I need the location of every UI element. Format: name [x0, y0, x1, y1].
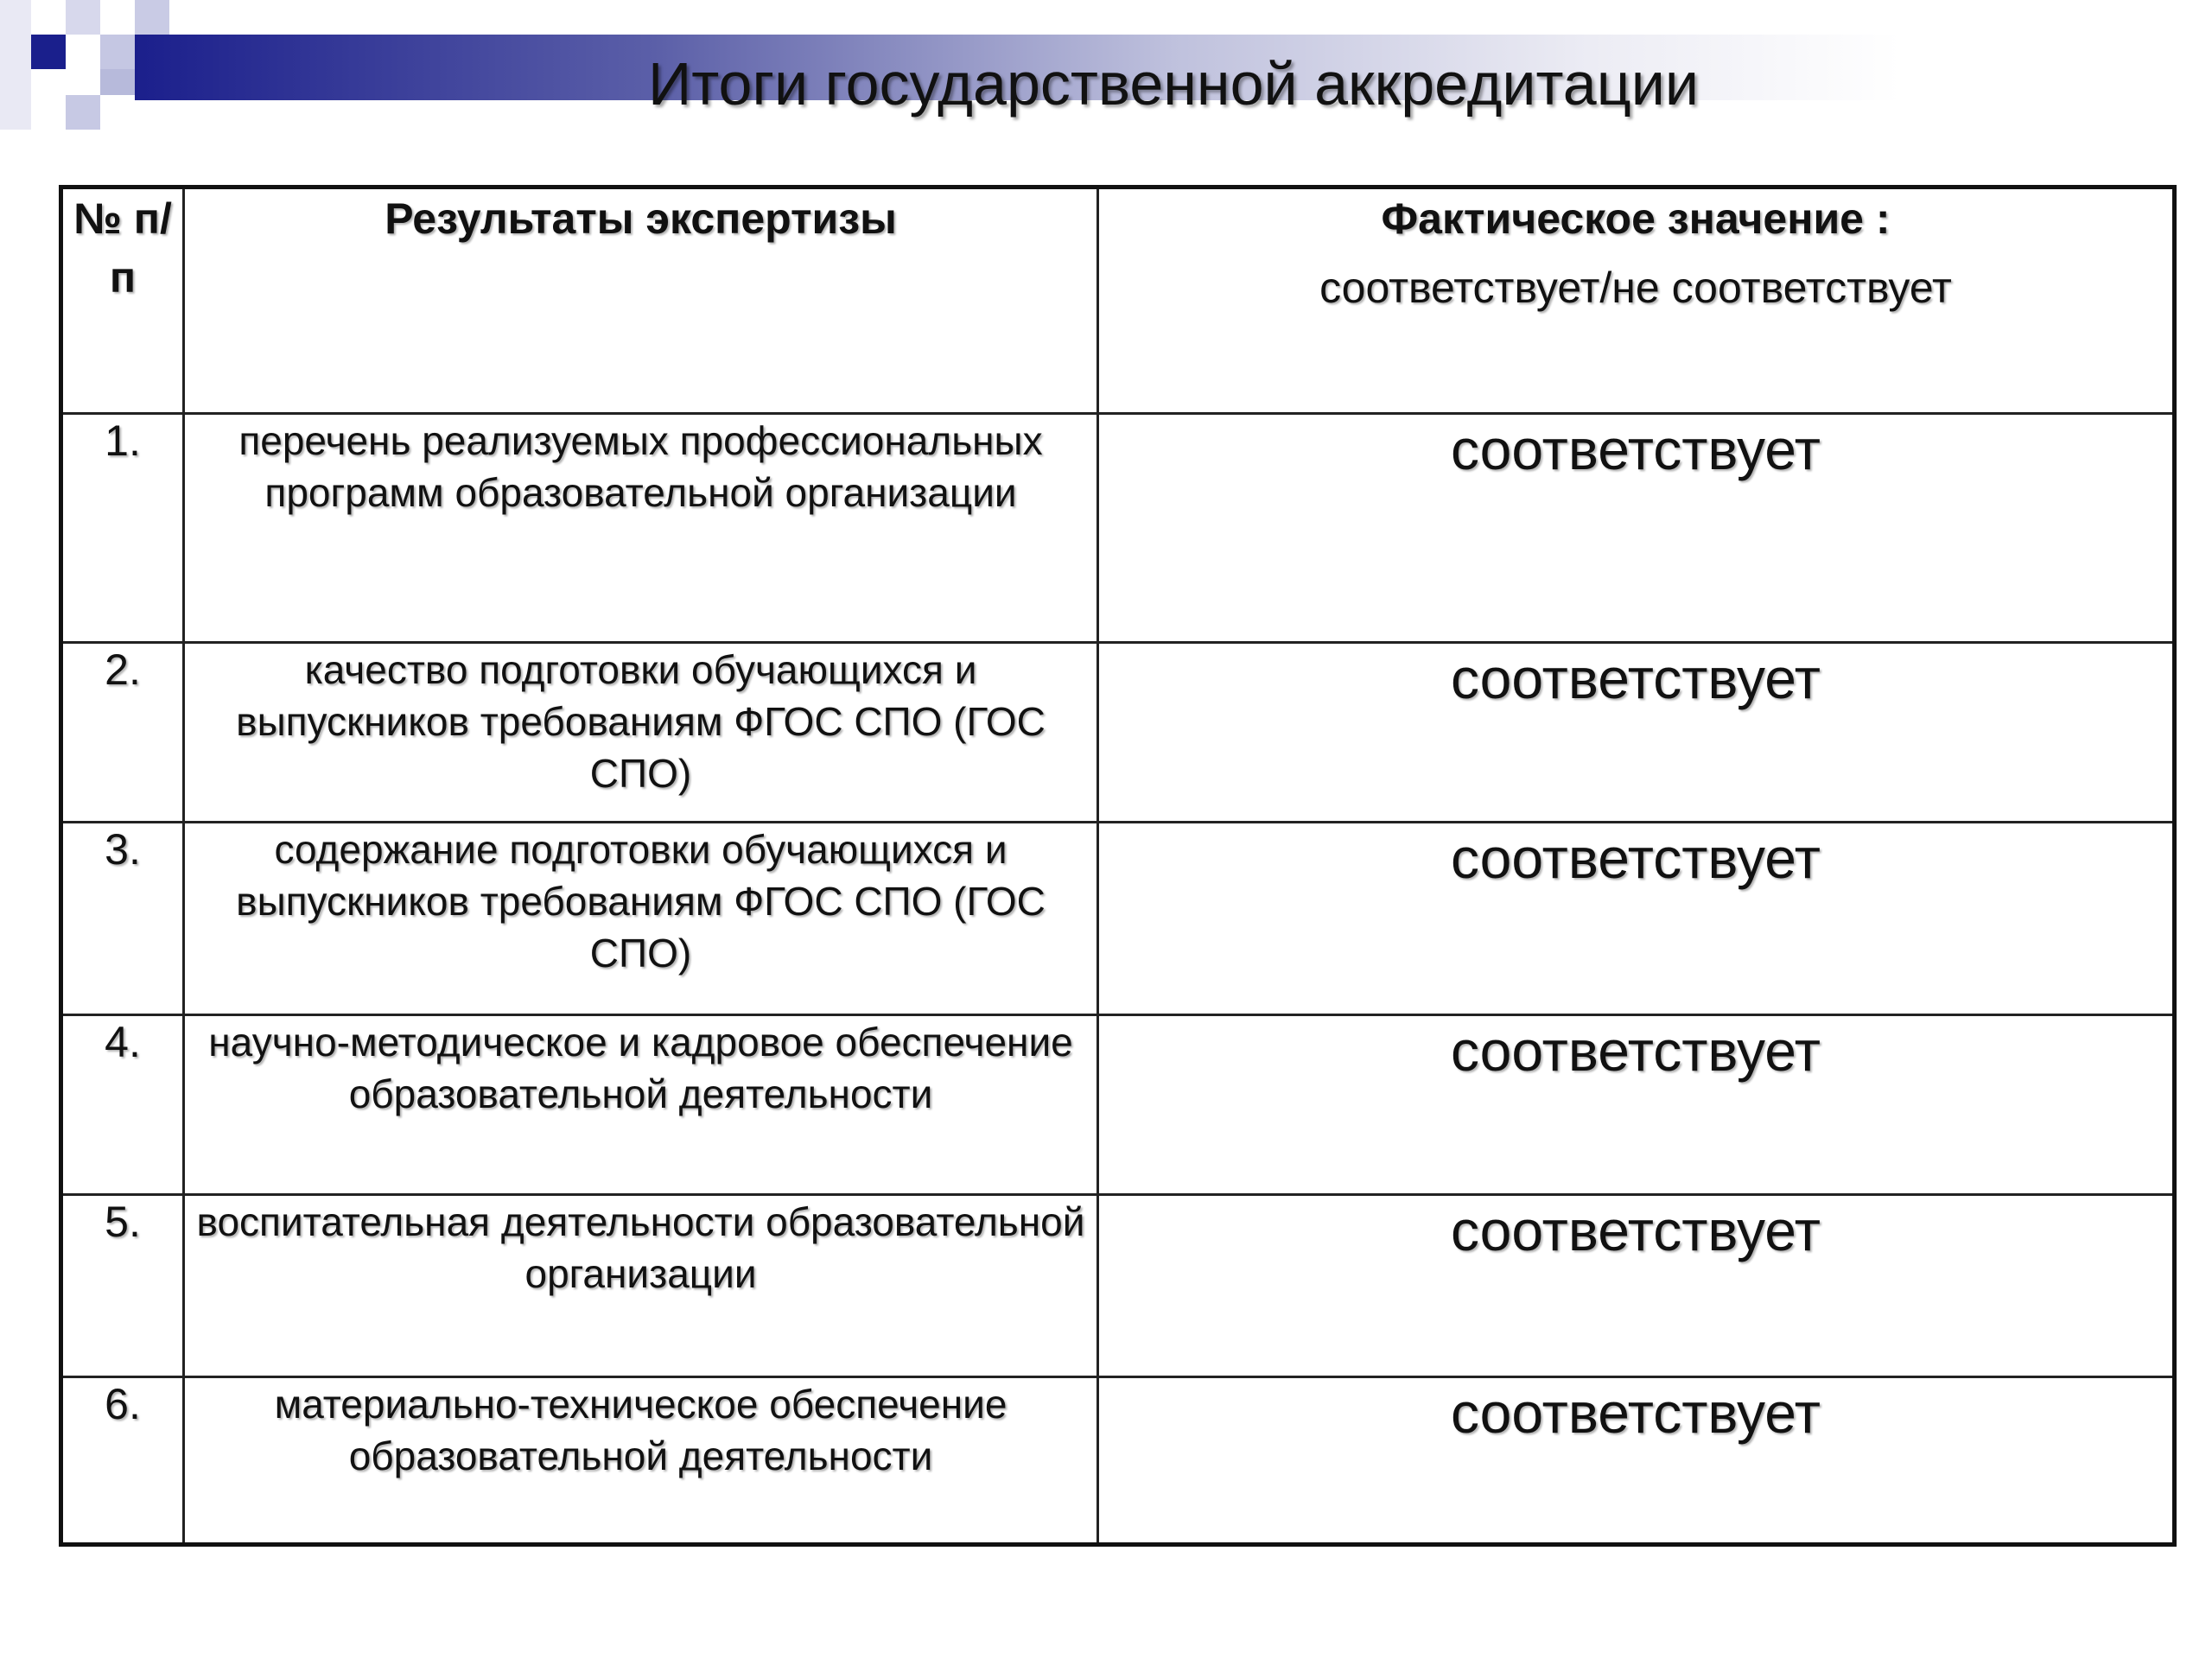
- row-value: соответствует: [1098, 1377, 2175, 1545]
- row-result: научно-методическое и кадровое обеспечение образовательной деятельности: [184, 1015, 1098, 1195]
- header-num: № п/п: [61, 188, 184, 414]
- decor-square: [100, 35, 135, 69]
- row-value: соответствует: [1098, 1015, 2175, 1195]
- row-result: воспитательная деятельности образовательной организации: [184, 1195, 1098, 1377]
- row-number: 5.: [61, 1195, 184, 1377]
- decor-square: [66, 0, 100, 35]
- row-value: соответствует: [1098, 823, 2175, 1015]
- header-value-subtitle: соответствует/не соответствует: [1319, 264, 1952, 312]
- row-result: качество подготовки обучающихся и выпускников требованиям ФГОС СПО (ГОС СПО): [184, 643, 1098, 823]
- row-value: соответствует: [1098, 1195, 2175, 1377]
- row-number: 3.: [61, 823, 184, 1015]
- row-result: перечень реализуемых профессиональных программ образовательной организации: [184, 414, 1098, 643]
- slide-title: Итоги государственной аккредитации: [647, 50, 1700, 118]
- results-table: [59, 185, 2177, 1547]
- row-result: содержание подготовки обучающихся и выпускников требованиям ФГОС СПО (ГОС СПО): [184, 823, 1098, 1015]
- decor-square: [100, 69, 135, 95]
- header-results: Результаты экспертизы: [184, 188, 1098, 414]
- table-row: [61, 1377, 2175, 1545]
- decor-square: [135, 0, 169, 35]
- row-number: 1.: [61, 414, 184, 643]
- table-row: [61, 643, 2175, 823]
- table-row: [61, 1195, 2175, 1377]
- table-row: [61, 414, 2175, 643]
- table-header-row: [61, 188, 2175, 414]
- row-value: соответствует: [1098, 643, 2175, 823]
- row-result: материально-техническое обеспечение образовательной деятельности: [184, 1377, 1098, 1545]
- header-value: [1098, 188, 2175, 414]
- row-number: 2.: [61, 643, 184, 823]
- row-value: соответствует: [1098, 414, 2175, 643]
- table-row: [61, 823, 2175, 1015]
- table-row: [61, 1015, 2175, 1195]
- header-value-title: Фактическое значение :: [1381, 194, 1891, 243]
- row-number: 6.: [61, 1377, 184, 1545]
- row-number: 4.: [61, 1015, 184, 1195]
- decor-square: [0, 0, 31, 130]
- decor-square: [31, 35, 66, 69]
- decor-square: [66, 95, 100, 130]
